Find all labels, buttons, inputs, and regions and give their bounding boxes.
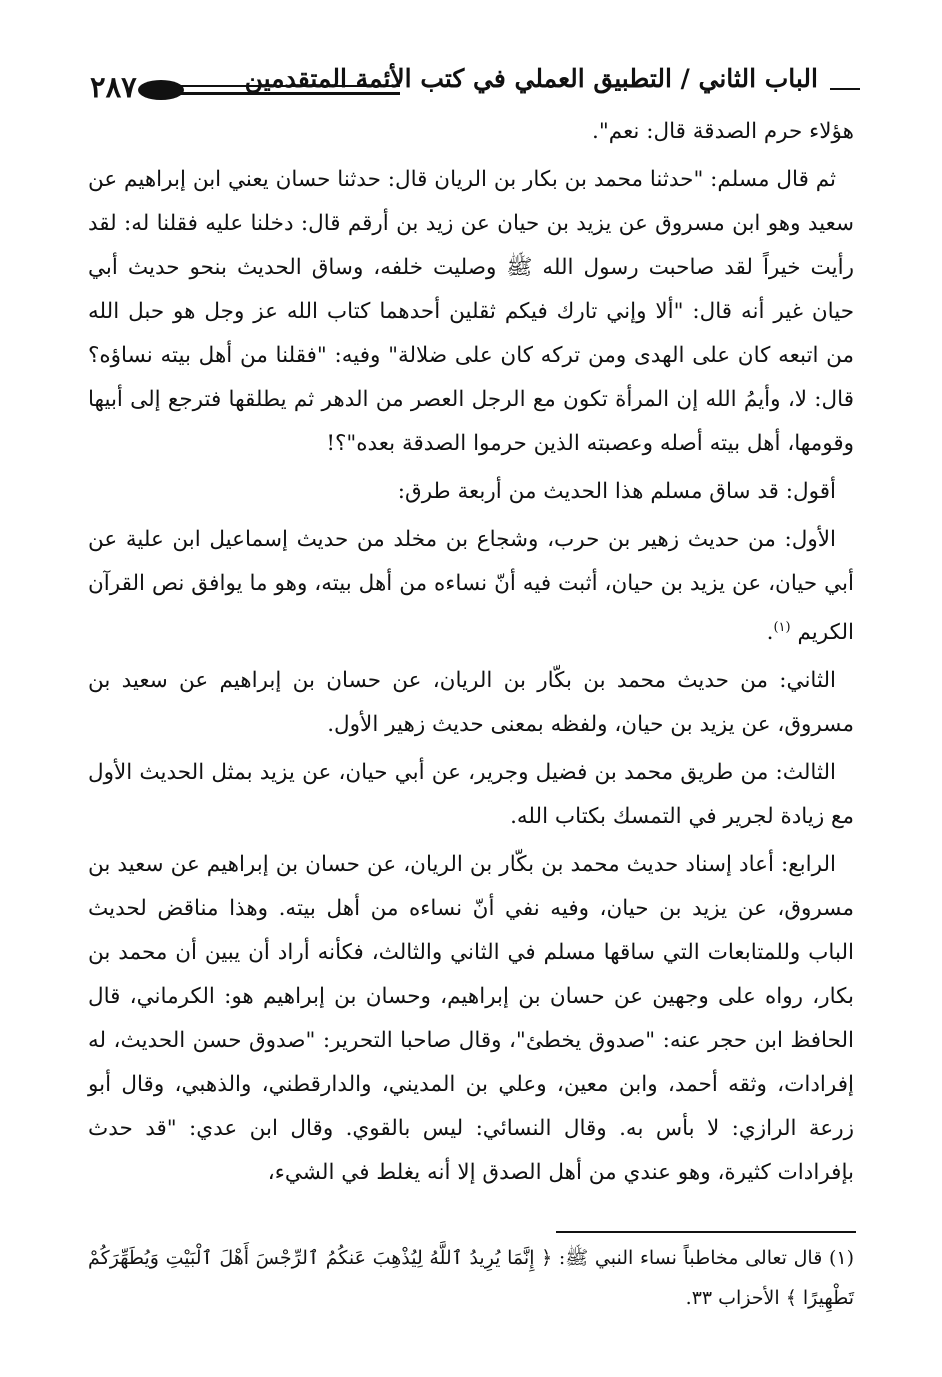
paragraph: الثالث: من طريق محمد بن فضيل وجرير، عن أبي حيان، عن يزيد بمثل الحديث الأول مع زيادة لجرير في التمسك بكتاب الله. [88,760,854,830]
paragraph: أقول: قد ساق مسلم هذا الحديث من أربعة طرق: [397,479,836,504]
page-header [80,48,860,106]
page-body [88,110,854,1199]
page-number: ٢٨٧ [90,70,137,104]
header-ornament [138,80,184,100]
footnote: (١) قال تعالى مخاطباً نساء النبي ﷺ: ﴿ إِنَّمَا يُرِيدُ ٱللَّهُ لِيُذْهِبَ عَنكُمُ ٱلرِّجْسَ أَهْلَ ٱلْبَيْتِ وَيُطَهِّرَكُمْ تَطْهِيرًا ﴾ الأحزاب ٣٣. [88,1247,854,1309]
paragraph: ثم قال مسلم: "حدثنا محمد بن بكار بن الريان قال: حدثنا حسان يعني ابن إبراهيم عن سعيد وهو ابن مسروق عن يزيد بن حيان عن زيد بن أرقم قال: دخلنا عليه فقلنا له: لقد رأيت خيراً لقد صاحبت رسول الله ﷺ وصليت خلفه، وساق الحديث بنحو حديث أبي حيان غير أنه قال: "ألا وإني تارك فيكم ثقلين أحدهما كتاب الله عز وجل هو حبل الله من اتبعه كان على الهدى ومن تركه كان على ضلالة" وفيه: "فقلنا من أهل بيته نساؤه؟ قال: لا، وأيمُ الله إن المرأة تكون مع الرجل العصر من الدهر ثم يطلقها فترجع إلى أبيها وقومها، أهل بيته أصله وعصبته الذين حرموا الصدقة بعده"؟! [88,167,854,456]
paragraph-text: الأول: من حديث زهير بن حرب، وشجاع بن مخلد من حديث إسماعيل ابن علية عن أبي حيان، عن يزيد بن حيان، أثبت فيه أنّ نساءه من أهل بيته، وهو ما يوافق نص القرآن الكريم [88,527,854,646]
paragraph: الأول: من حديث زهير بن حرب، وشجاع بن مخلد من حديث إسماعيل ابن علية عن أبي حيان، عن يزيد بن حيان، أثبت فيه أنّ نساءه من أهل بيته، وهو ما يوافق نص القرآن الكريم $^{(١)}$. [88,527,854,646]
paragraph: الرابع: أعاد إسناد حديث محمد بن بكّار بن الريان، عن حسان بن إبراهيم عن سعيد بن مسروق، عن يزيد بن حيان، وفيه نفي أنّ نساءه من أهل بيته. وهذا مناقض لحديث الباب وللمتابعات التي ساقها مسلم في الثاني والثالث، فكأنه أراد أن يبين أن محمد بن بكار، رواه على وجهين عن حسان بن إبراهيم، وحسان بن إبراهيم هو: الكرماني، قال الحافظ ابن حجر عنه: "صدوق يخطئ"، وقال صاحبا التحرير: "صدوق حسن الحديث، له إفرادات، وثقه أحمد، وابن معين، وعلي بن المديني، والدارقطني، والذهبي، وقال أبو زرعة الرازي: لا بأس به. وقال النسائي: ليس بالقوي. وقال ابن عدي: "قد حدث بإفرادات كثيرة، وهو عندي من أهل الصدق إلا أنه يغلط في الشيء، [88,852,854,1186]
title-dash [830,88,860,90]
footnote-reference: (١) [773,620,791,635]
running-title: الباب الثاني / التطبيق العملي في كتب الأئمة المتقدمين [244,64,818,93]
paragraph: هؤلاء حرم الصدقة قال: نعم". [592,119,854,144]
footnote-separator [556,1231,856,1233]
paragraph: الثاني: من حديث محمد بن بكّار بن الريان، عن حسان بن إبراهيم عن سعيد بن مسروق، عن يزيد بن حيان، ولفظه بمعنى حديث زهير الأول. [88,668,854,738]
